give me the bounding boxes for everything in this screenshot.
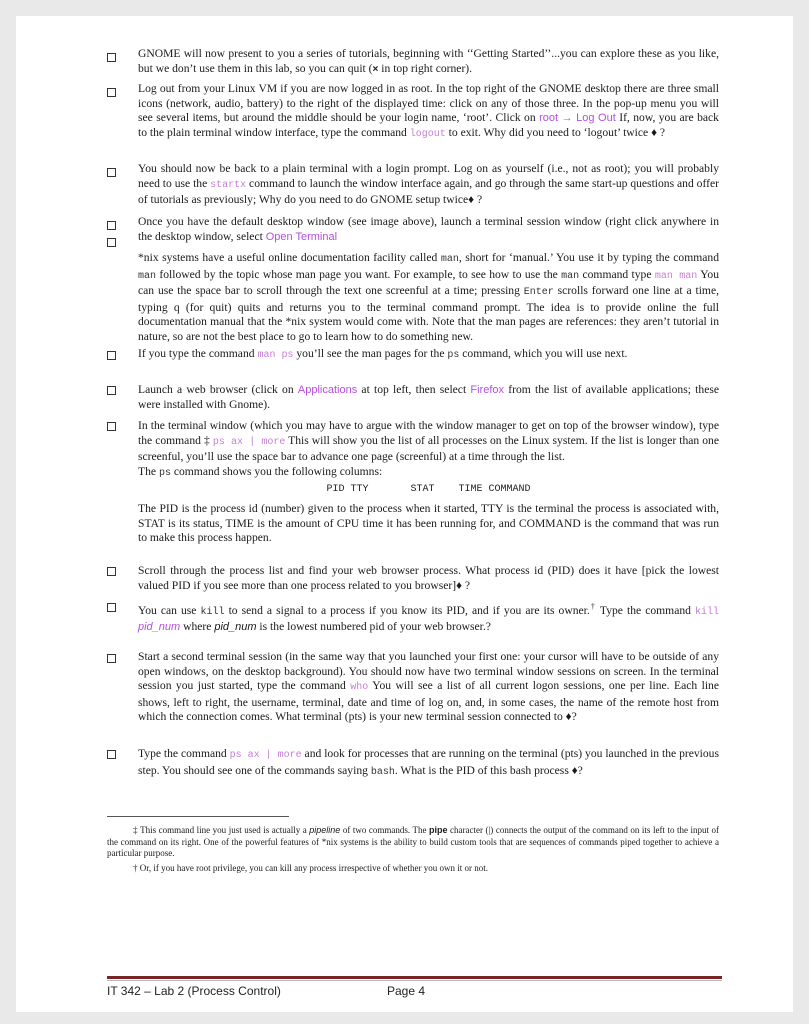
checkbox-gnome-tutorials[interactable] bbox=[107, 53, 116, 62]
checkbox-startx[interactable] bbox=[107, 168, 116, 177]
item-logout: Log out from your Linux VM if you are now logged in as root. In the top right of the GNOME desktop there are three small icons (network, audio, battery) to the right of the displayed time: click on any of those three. In the pop-up menu you will see several items, but around the middle should be your login name, ‘root’. Click on root → Log Out If, now, you are back to the plain terminal window interface, type the command logout to exit. Why did you need to ‘logout’ twice ♦ ? bbox=[138, 82, 719, 140]
item-open-terminal: Once you have the default desktop window (see image above), launch a terminal session window (right click anywhere in the desktop window, select Open Terminal bbox=[138, 215, 719, 243]
checkbox-logout[interactable] bbox=[107, 88, 116, 97]
checkbox-open-terminal[interactable] bbox=[107, 221, 116, 230]
checkbox-bash-pid[interactable] bbox=[107, 750, 116, 759]
item-bash-pid: Type the command ps ax | more and look for processes that are running on the terminal (pts) you launched in the previous step. You should see one of the commands saying bash. What is the PID of this bash process ♦? bbox=[138, 747, 719, 778]
footer-page-number: Page 4 bbox=[387, 984, 426, 998]
item-browser-pid: Scroll through the process list and find your web browser process. What process id (PID) does it have [pick the lowest valued PID if you see more than one process related to you browser]♦ ? bbox=[138, 564, 719, 592]
item-gnome-tutorials: GNOME will now present to you a series of tutorials, beginning with ‘‘Getting Started’’...you can explore these as you like, but we don’t use them in this lab, so you can quit (× in top right corner). bbox=[138, 47, 719, 75]
item-web-browser: Launch a web browser (click on Applications at top left, then select Firefox from the list of available applications; these were installed with Gnome). bbox=[138, 383, 719, 411]
item-man-ps: If you type the command man ps you’ll see the man pages for the ps command, which you will use next. bbox=[138, 347, 628, 361]
checkbox-ps-ax[interactable] bbox=[107, 422, 116, 431]
footnote-root-privilege: † Or, if you have root privilege, you can kill any process irrespective of whether you own it or not. bbox=[133, 863, 489, 873]
checkbox-web-browser[interactable] bbox=[107, 386, 116, 395]
item-second-terminal: Start a second terminal session (in the same way that you launched your first one: your cursor will have to be outside of any open windows, on the desktop background). You should now have two terminal window sessions on screen. In the terminal session you just started, type the command who You will see a list of all current logon sessions, one per line. Each line shows, left to right, the username, terminal, date and time of log on, and, in some cases, the name of the remote host from which the connection comes. What terminal (pts) is your new terminal session connected to ♦? bbox=[138, 650, 719, 724]
footer-bar bbox=[107, 976, 722, 979]
document-page bbox=[16, 16, 793, 1012]
footer-rule bbox=[107, 980, 722, 981]
checkbox-man-pages[interactable] bbox=[107, 238, 116, 247]
close-icon: × bbox=[372, 63, 379, 75]
footnote-pipeline: ‡ This command line you just used is actually a pipeline of two commands. The pipe character (|) connects the output of the command on its left to the input of the command on its right. One of the powerful features of *nix systems is the ability to build custom tools that are sequences of commands piped together to achieve a particular purpose. bbox=[107, 825, 720, 859]
footer-course-title: IT 342 – Lab 2 (Process Control) bbox=[107, 984, 281, 998]
ps-columns-explanation: The PID is the process id (number) given to the process when it started, TTY is the terminal the process is associated with, STAT is its status, TIME is the amount of CPU time it has been running for, and COMMAND is the command that was run to make this process happen. bbox=[138, 501, 719, 545]
item-kill: You can use kill to send a signal to a process if you know its PID, and if you are its owner.† Type the command kill pid_num where pid_num is the lowest numbered pid of your web browser.? bbox=[138, 602, 719, 634]
item-man-pages: *nix systems have a useful online documentation facility called man, short for ‘manual.’ You use it by typing the command man followed by the topic whose man page you want. For example, to see how to use the man command type man man You can use the space bar to scroll through the text one screenful at a time; pressing Enter scrolls forward one line at a time, typing q (for quit) quits and returns you to the terminal command prompt. The idea is to provide online the full documentation manual that the *nix system would come with. Note that the man pages are references: they aren’t tutorial in nature, so are not the best place to go to learn how to do something new. bbox=[138, 251, 720, 343]
ps-columns: PID TTY STAT TIME COMMAND bbox=[326, 484, 531, 496]
checkbox-browser-pid[interactable] bbox=[107, 567, 116, 576]
checkbox-man-ps[interactable] bbox=[107, 351, 116, 360]
checkbox-second-terminal[interactable] bbox=[107, 654, 116, 663]
checkbox-kill[interactable] bbox=[107, 603, 116, 612]
footnote-divider bbox=[107, 816, 289, 817]
item-ps-ax: In the terminal window (which you may have to argue with the window manager to get on top of the browser window), type the command ‡ ps ax | more This will show you the list of all processes on the Linux system. If the list is longer than one screenful, you’ll use the space bar to advance one page (screenful) at a time through the list. The ps command shows you the following columns: PID TTY STAT TIME COMMAND The PID is the process id (number) given to the process when it started, TTY is the terminal the process is associated with, STAT is its status, TIME is the amount of CPU time it has been running for, and COMMAND is the command that was run to make this process happen. bbox=[138, 419, 719, 545]
item-startx: You should now be back to a plain terminal with a login prompt. Log on as yourself (i.e., not as root); you will probably need to use the startx command to launch the window interface again, and go through the same start-up questions and offer of tutorials as previously; Why do you need to do GNOME setup twice♦ ? bbox=[138, 162, 719, 207]
